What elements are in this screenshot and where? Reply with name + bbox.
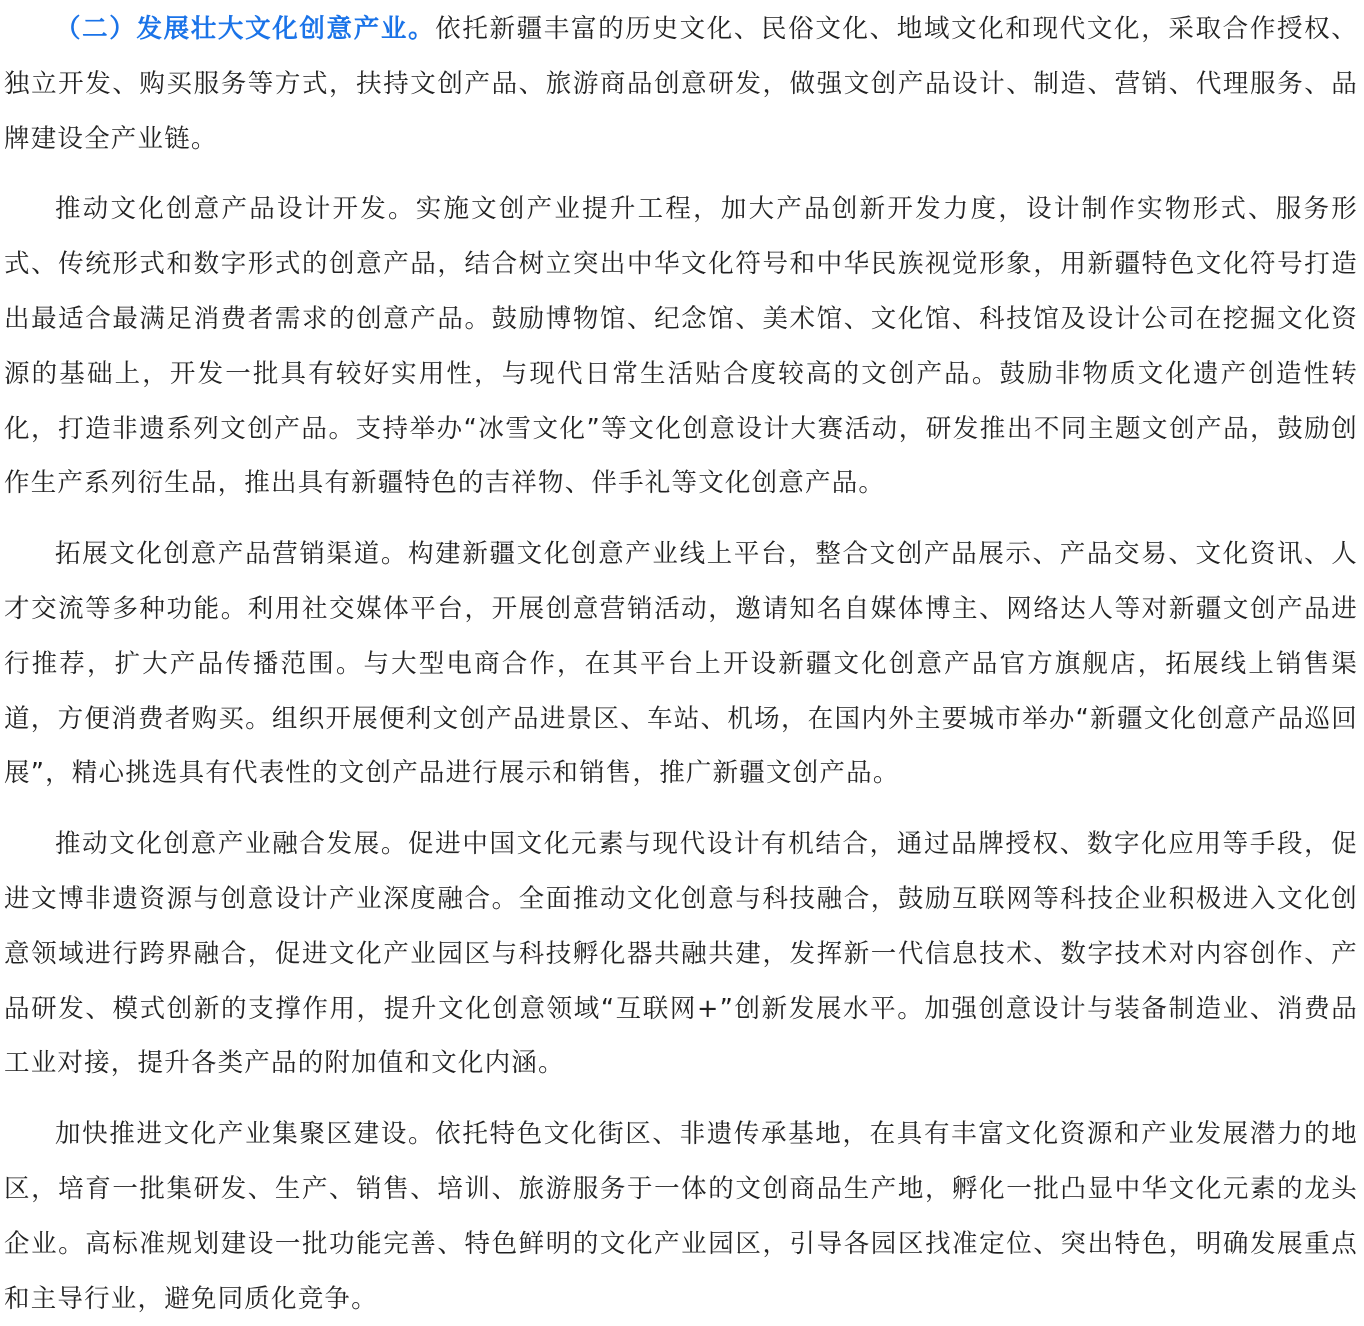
section-intro-paragraph — [4, 2, 1358, 166]
document-body — [4, 0, 1358, 1326]
paragraph-marketing-channels: 拓展文化创意产品营销渠道。构建新疆文化创意产业线上平台，整合文创产品展示、产品交易、文化资讯、人才交流等多种功能。利用社交媒体平台，开展创意营销活动，邀请知名自媒体博主、网络达人等对新疆文创产品进行推荐，扩大产品传播范围。与大型电商合作，在其平台上开设新疆文化创意产品官方旗舰店，拓展线上销售渠道，方便消费者购买。组织开展便利文创产品进景区、车站、机场，在国内外主要城市举办“新疆文化创意产品巡回展”，精心挑选具有代表性的文创产品进行展示和销售，推广新疆文创产品。 — [4, 539, 1358, 789]
section-heading: （二）发展壮大文化创意产业。 — [55, 14, 436, 44]
paragraph-design-development: 推动文化创意产品设计开发。实施文创产业提升工程，加大产品创新开发力度，设计制作实物形式、服务形式、传统形式和数字形式的创意产品，结合树立突出中华文化符号和中华民族视觉形象，用新疆特色文化符号打造出最适合最满足消费者需求的创意产品。鼓励博物馆、纪念馆、美术馆、文化馆、科技馆及设计公司在挖掘文化资源的基础上，开发一批具有较好实用性，与现代日常生活贴合度较高的文创产品。鼓励非物质文化遗产创造性转化，打造非遗系列文创产品。支持举办“冰雪文化”等文化创意设计大赛活动，研发推出不同主题文创产品，鼓励创作生产系列衍生品，推出具有新疆特色的吉祥物、伴手礼等文化创意产品。 — [4, 194, 1358, 499]
paragraph-cluster-construction: 加快推进文化产业集聚区建设。依托特色文化街区、非遗传承基地，在具有丰富文化资源和产业发展潜力的地区，培育一批集研发、生产、销售、培训、旅游服务于一体的文创商品生产地，孵化一批凸显中华文化元素的龙头企业。高标准规划建设一批功能完善、特色鲜明的文化产业园区，引导各园区找准定位、突出特色，明确发展重点和主导行业，避免同质化竞争。 — [4, 1119, 1358, 1314]
section-intro-text: 依托新疆丰富的历史文化、民俗文化、地域文化和现代文化，采取合作授权、独立开发、购买服务等方式，扶持文创产品、旅游商品创意研发，做强文创产品设计、制造、营销、代理服务、品牌建设全产业链。 — [4, 14, 1358, 154]
paragraph-integrated-development: 推动文化创意产业融合发展。促进中国文化元素与现代设计有机结合，通过品牌授权、数字化应用等手段，促进文博非遗资源与创意设计产业深度融合。全面推动文化创意与科技融合，鼓励互联网等科技企业积极进入文化创意领域进行跨界融合，促进文化产业园区与科技孵化器共融共建，发挥新一代信息技术、数字技术对内容创作、产品研发、模式创新的支撑作用，提升文化创意领域“互联网+”创新发展水平。加强创意设计与装备制造业、消费品工业对接，提升各类产品的附加值和文化内涵。 — [4, 829, 1358, 1079]
